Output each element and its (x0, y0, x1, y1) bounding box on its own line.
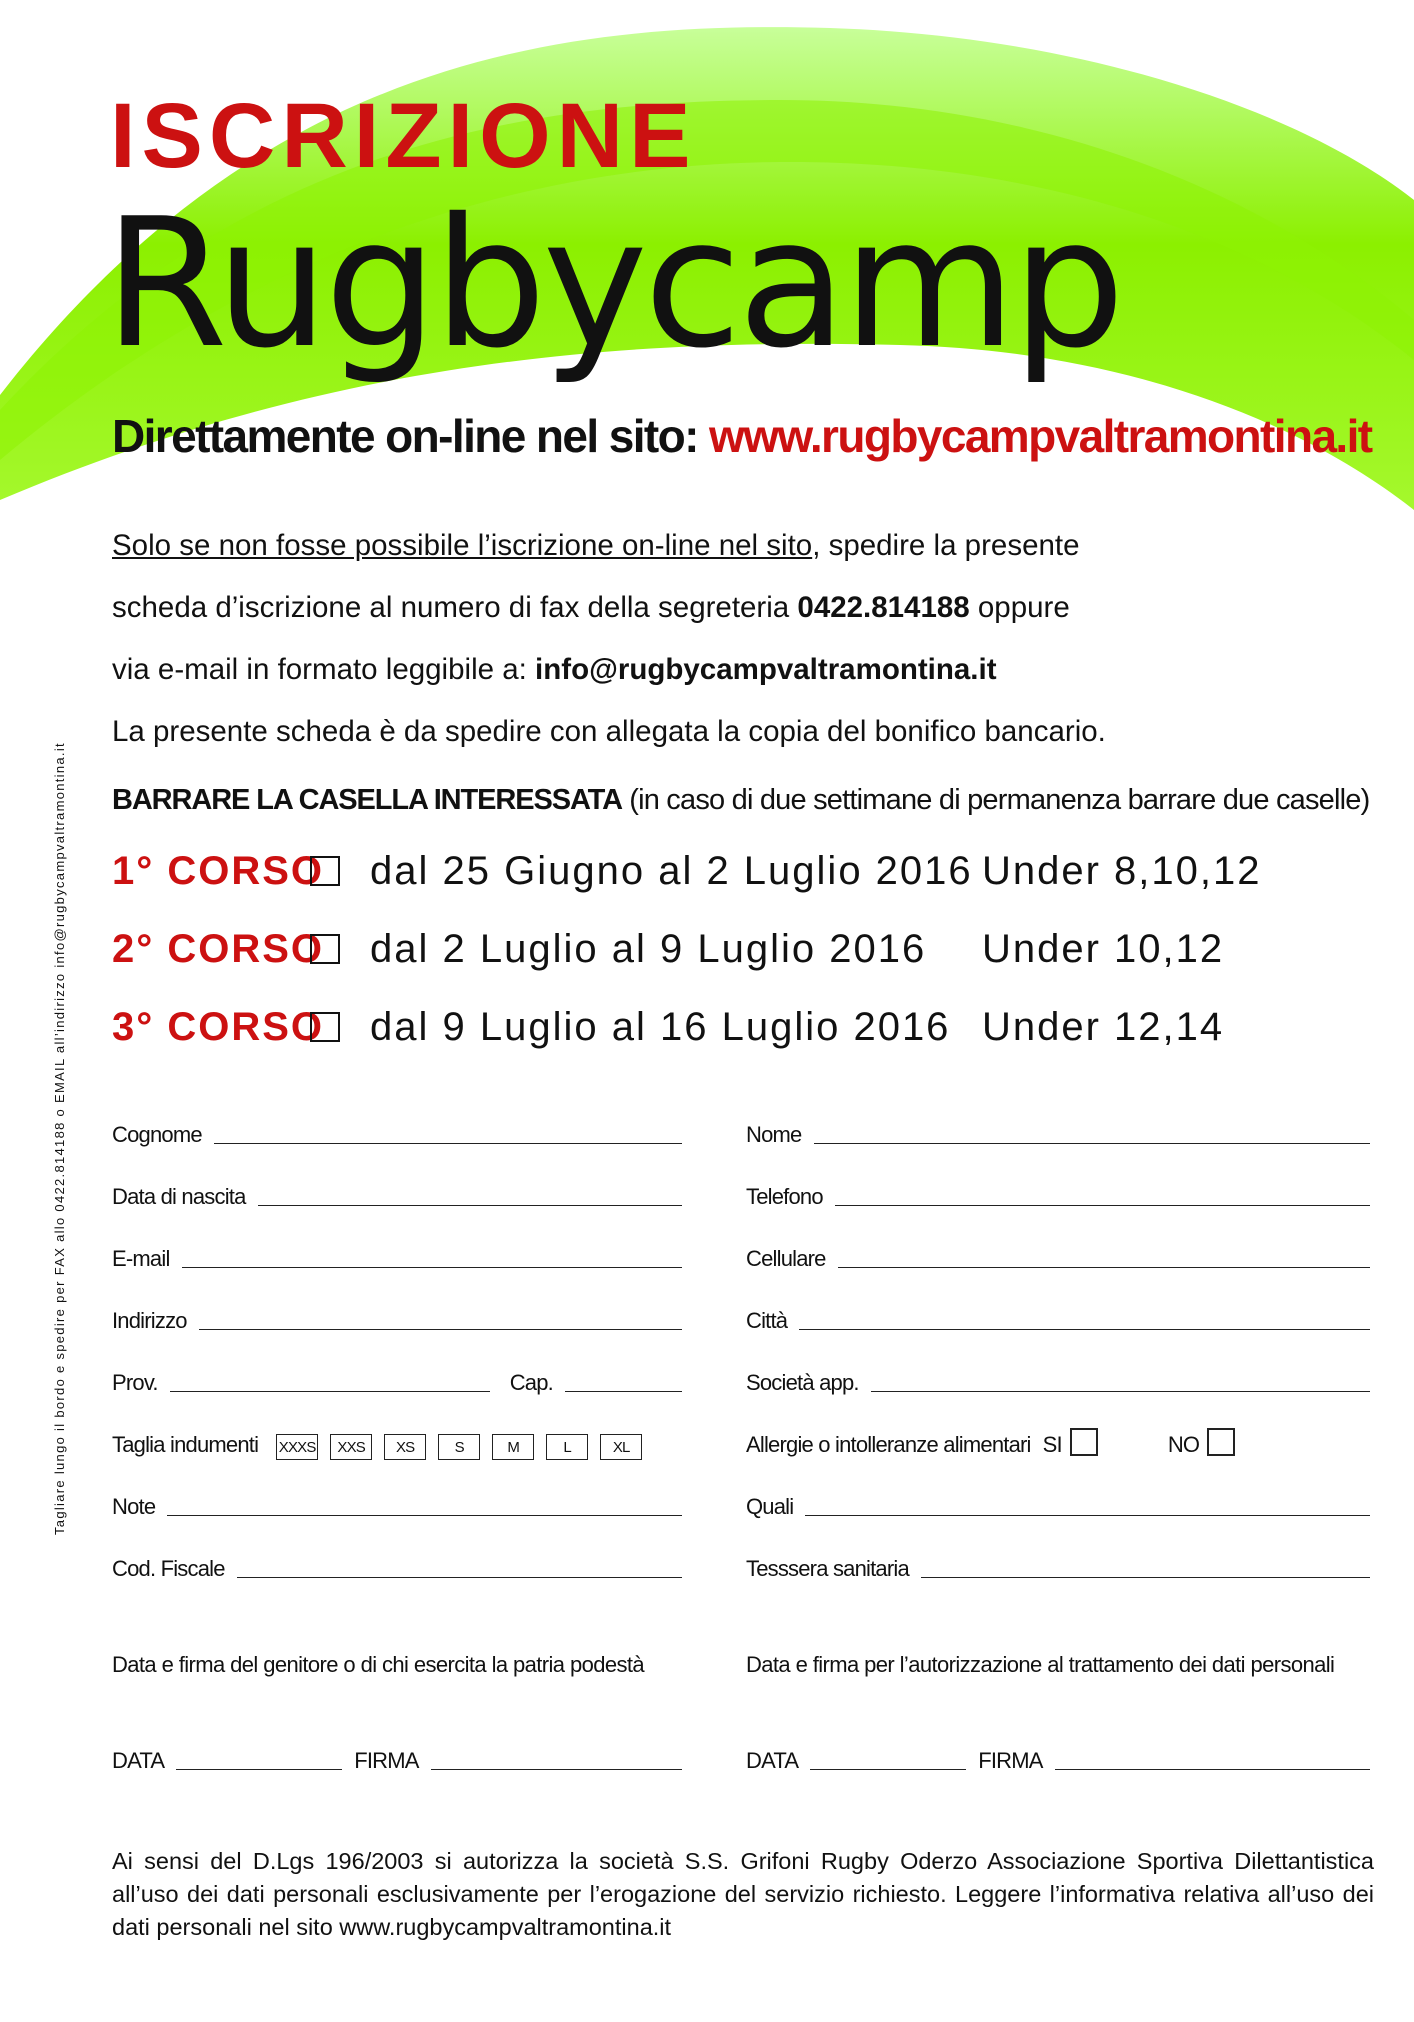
intro-line-2-end: oppure (969, 591, 1070, 624)
size-box[interactable]: L (546, 1434, 588, 1460)
instruction-bold: BARRARE LA CASELLA INTERESSATA (112, 784, 622, 816)
course-row-2 (112, 921, 1224, 977)
course-checkbox[interactable] (310, 934, 340, 964)
data-label: DATA (112, 1748, 165, 1773)
course-row-1 (112, 843, 1262, 899)
online-registration-line (112, 410, 1372, 462)
field-label: Indirizzo (112, 1308, 187, 1333)
field-prov-cap (112, 1358, 682, 1398)
allergie-no-checkbox[interactable] (1207, 1428, 1235, 1456)
course-label: 3° CORSO (112, 1004, 325, 1049)
field-allergie (746, 1420, 1370, 1460)
course-ages: Under 10,12 (982, 926, 1225, 971)
course-dates: dal 2 Luglio al 9 Luglio 2016 (370, 926, 927, 971)
contact-email[interactable]: info@rugbycampvaltramontina.it (535, 653, 997, 686)
field-note (112, 1482, 682, 1522)
text-input-line[interactable] (814, 1142, 1371, 1144)
cap-input-line[interactable] (565, 1390, 682, 1392)
allergie-si-label: SI (1042, 1432, 1062, 1457)
text-input-line[interactable] (838, 1266, 1370, 1268)
online-label: Direttamente on-line nel sito: (112, 410, 698, 462)
size-box[interactable]: XS (384, 1434, 426, 1460)
field-label: Cellulare (746, 1246, 826, 1271)
left-data-firma-row (112, 1736, 682, 1776)
data-label: DATA (746, 1748, 799, 1773)
field-label: Nome (746, 1122, 802, 1147)
text-input-line[interactable] (799, 1328, 1370, 1330)
intro-line-2 (112, 577, 1332, 639)
course-label: 2° CORSO (112, 926, 325, 971)
field-label: Telefono (746, 1184, 823, 1209)
text-input-line[interactable] (805, 1514, 1370, 1516)
text-input-line[interactable] (167, 1514, 682, 1516)
text-input-line[interactable] (182, 1266, 682, 1268)
field-citta (746, 1296, 1370, 1336)
field-cod-fiscale (112, 1544, 682, 1584)
prov-input-line[interactable] (170, 1390, 490, 1392)
course-ages: Under 8,10,12 (982, 848, 1262, 893)
field-data-nascita (112, 1172, 682, 1212)
brand-logo-text: Rugbycamp (104, 180, 1122, 387)
field-email (112, 1234, 682, 1274)
size-box[interactable]: XL (600, 1434, 642, 1460)
field-label: Prov. (112, 1370, 158, 1395)
instruction-line (112, 784, 1369, 817)
cut-instructions-sidebar: Tagliare lungo il bordo e spedire per FAX allo 0422.814188 o EMAIL all’indirizzo info@rugbycampvaltramontina.it (52, 742, 67, 1535)
field-label: Allergie o intolleranze alimentari (746, 1432, 1031, 1457)
course-ages: Under 12,14 (982, 1004, 1225, 1049)
field-indirizzo (112, 1296, 682, 1336)
text-input-line[interactable] (237, 1576, 682, 1578)
field-label: Città (746, 1308, 788, 1333)
instruction-note: (in caso di due settimane di permanenza barrare due caselle) (621, 784, 1370, 816)
field-label: Tesssera sanitaria (746, 1556, 909, 1581)
size-box[interactable]: XXS (330, 1434, 372, 1460)
field-label: Cap. (509, 1370, 553, 1395)
text-input-line[interactable] (835, 1204, 1370, 1206)
signature-input-line[interactable] (431, 1768, 682, 1770)
registration-title: ISCRIZIONE (110, 85, 697, 187)
firma-label: FIRMA (354, 1748, 419, 1773)
intro-line-3-text: via e-mail in formato leggibile a: (112, 653, 536, 686)
website-link[interactable]: www.rugbycampvaltramontina.it (709, 410, 1372, 462)
size-options (276, 1434, 642, 1460)
allergie-si-checkbox[interactable] (1070, 1428, 1098, 1456)
course-dates: dal 9 Luglio al 16 Luglio 2016 (370, 1004, 951, 1049)
date-input-line[interactable] (810, 1768, 966, 1770)
intro-line-1-rest: , spedire la presente (812, 529, 1080, 562)
size-box[interactable]: M (492, 1434, 534, 1460)
field-label: Cod. Fiscale (112, 1556, 225, 1581)
field-tessera (746, 1544, 1370, 1584)
field-societa (746, 1358, 1370, 1398)
field-label: Quali (746, 1494, 794, 1519)
firma-label: FIRMA (978, 1748, 1043, 1773)
course-row-3 (112, 999, 1224, 1055)
course-checkbox[interactable] (310, 856, 340, 886)
field-label: Taglia indumenti (112, 1432, 259, 1457)
text-input-line[interactable] (258, 1204, 682, 1206)
field-telefono (746, 1172, 1370, 1212)
fax-number: 0422.814188 (797, 591, 970, 624)
allergie-no-label: NO (1167, 1432, 1200, 1457)
field-label: Cognome (112, 1122, 202, 1147)
size-box[interactable]: S (438, 1434, 480, 1460)
field-quali (746, 1482, 1370, 1522)
intro-line-4: La presente scheda è da spedire con allegata la copia del bonifico bancario. (112, 715, 1106, 748)
field-nome (746, 1110, 1370, 1150)
field-label: Note (112, 1494, 156, 1519)
size-box[interactable]: XXXS (276, 1434, 318, 1460)
intro-line-3 (112, 639, 1332, 701)
right-data-firma-row (746, 1736, 1370, 1776)
date-input-line[interactable] (176, 1768, 342, 1770)
signature-input-line[interactable] (1055, 1768, 1370, 1770)
field-label: E-mail (112, 1246, 170, 1271)
left-signature-title: Data e firma del genitore o di chi esercita la patria podestà (112, 1652, 645, 1677)
field-label: Data di nascita (112, 1184, 246, 1209)
right-signature-title: Data e firma per l’autorizzazione al trattamento dei dati personali (746, 1652, 1335, 1677)
field-taglia (112, 1420, 682, 1460)
course-checkbox[interactable] (310, 1012, 340, 1042)
field-cellulare (746, 1234, 1370, 1274)
intro-underlined-text: Solo se non fosse possibile l’iscrizione on-line nel sito (112, 529, 813, 562)
text-input-line[interactable] (199, 1328, 682, 1330)
text-input-line[interactable] (871, 1390, 1370, 1392)
intro-paragraph (112, 515, 1332, 763)
course-dates: dal 25 Giugno al 2 Luglio 2016 (370, 848, 973, 893)
course-label: 1° CORSO (112, 848, 325, 893)
field-cognome (112, 1110, 682, 1150)
text-input-line[interactable] (214, 1142, 682, 1144)
privacy-notice: Ai sensi del D.Lgs 196/2003 si autorizza la società S.S. Grifoni Rugby Oderzo Associazione Sportiva Dilettantistica all’uso dei dati personali esclusivamente per l’erogazione del servizio richiesto. Leggere l’informativa relativa all’uso dei dati personali nel sito www.rugbycampvaltramontina.it (112, 1848, 1374, 1940)
field-label: Società app. (746, 1370, 859, 1395)
intro-line-2-text: scheda d’iscrizione al numero di fax della segreteria (112, 591, 798, 624)
text-input-line[interactable] (921, 1576, 1370, 1578)
intro-line-1 (112, 515, 1332, 577)
